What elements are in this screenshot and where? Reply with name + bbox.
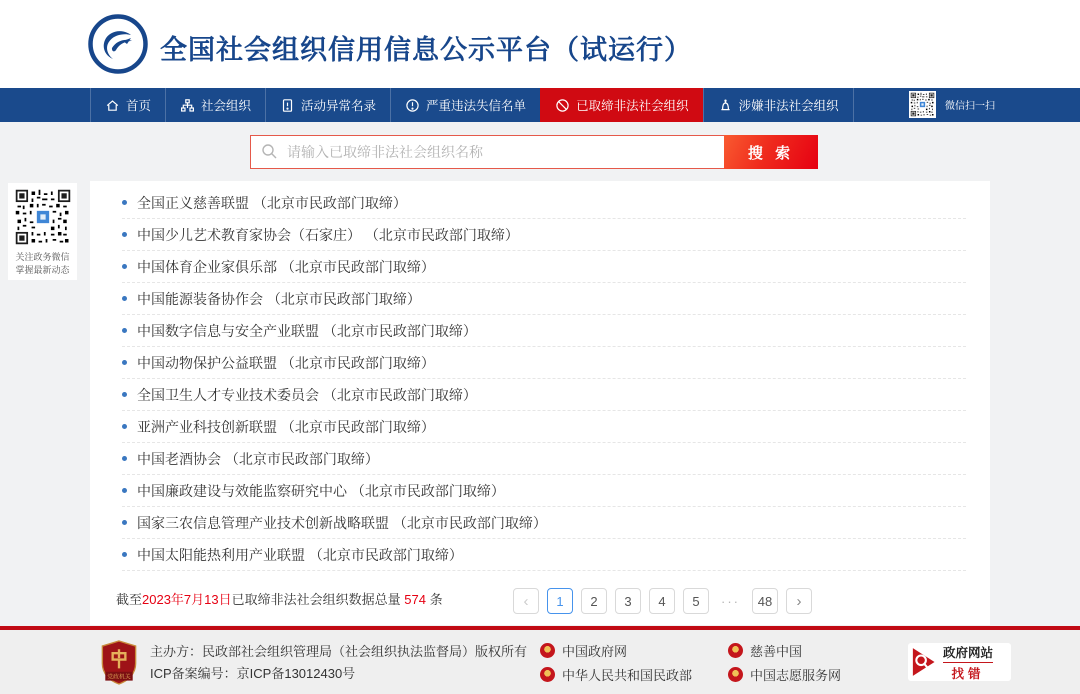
- page-button[interactable]: [581, 588, 607, 614]
- list-item[interactable]: [122, 379, 966, 411]
- nav-label: 已取缔非法社会组织: [576, 99, 689, 113]
- gov-site-error-report-badge[interactable]: [908, 643, 1011, 681]
- banned-orgs-list: [90, 181, 990, 571]
- search-input[interactable]: [250, 135, 724, 169]
- list-item[interactable]: [122, 347, 966, 379]
- list-item[interactable]: [122, 315, 966, 347]
- document-alert-icon: [280, 98, 295, 113]
- pagination: [513, 588, 812, 614]
- error-badge-line2: 找错: [951, 666, 985, 681]
- footer-link-label: 中华人民共和国民政部: [562, 668, 693, 683]
- nav-item-social-orgs[interactable]: [165, 88, 265, 122]
- page-button-label: 3: [624, 593, 632, 609]
- gov-seal-icon: [728, 667, 743, 682]
- org-name: 中国廉政建设与效能监察研究中心 （北京市民政部门取缔）: [137, 482, 505, 499]
- bullet-icon: [122, 200, 127, 205]
- nav-label: 严重违法失信名单: [426, 99, 527, 113]
- bullet-icon: [122, 392, 127, 397]
- site-logo-icon: [88, 14, 148, 74]
- ban-icon: [555, 98, 570, 113]
- org-name: 中国体育企业家俱乐部 （北京市民政部门取缔）: [137, 258, 435, 275]
- page-button[interactable]: [615, 588, 641, 614]
- qr-caption-line1: 关注政务微信: [15, 252, 70, 262]
- stats-middle: 已取缔非法社会组织数据总量: [231, 592, 405, 607]
- list-item[interactable]: [122, 187, 966, 219]
- search-icon: [261, 143, 278, 160]
- bullet-icon: [122, 232, 127, 237]
- nav-item-suspected-illegal-orgs[interactable]: [703, 88, 854, 122]
- page-button[interactable]: [717, 588, 744, 614]
- stats-prefix: 截至: [116, 592, 143, 607]
- footer-link-label: 中国志愿服务网: [750, 668, 842, 683]
- org-name: 中国太阳能热利用产业联盟 （北京市民政部门取缔）: [137, 546, 463, 563]
- error-badge-line1: 政府网站: [943, 643, 993, 663]
- footer-links-col1: [540, 641, 692, 684]
- org-name: 中国能源装备协作会 （北京市民政部门取缔）: [137, 290, 421, 307]
- wechat-scan-label: 微信扫一扫: [945, 101, 995, 112]
- org-name: 全国正义慈善联盟 （北京市民政部门取缔）: [137, 194, 407, 211]
- page-button-label: 48: [757, 593, 773, 609]
- page-button-label: ›: [796, 592, 802, 610]
- wechat-qr-code: [909, 91, 936, 118]
- org-chart-icon: [180, 98, 195, 113]
- stats-suffix: 条: [425, 592, 443, 607]
- header: [0, 0, 1080, 88]
- org-name: 全国卫生人才专业技术委员会 （北京市民政部门取缔）: [137, 386, 477, 403]
- search-button[interactable]: 搜 索: [724, 135, 818, 169]
- list-item[interactable]: [122, 411, 966, 443]
- list-item[interactable]: [122, 219, 966, 251]
- list-item[interactable]: [122, 443, 966, 475]
- gov-seal-icon: [540, 667, 555, 682]
- error-finder-magnifier-icon: [912, 647, 938, 677]
- gov-wechat-qr-code: [14, 188, 72, 246]
- icp-line: ICP备案编号：京ICP备13012430号: [150, 666, 356, 681]
- footer-link-label: 中国政府网: [562, 644, 628, 659]
- bullet-icon: [122, 360, 127, 365]
- qr-caption-line2: 掌握最新动态: [15, 265, 70, 275]
- page-title: 全国社会组织信用信息公示平台（试运行）: [160, 35, 692, 65]
- list-item[interactable]: [122, 507, 966, 539]
- stats-date: 2023年7月13日: [142, 592, 232, 607]
- data-count-summary: [116, 589, 443, 608]
- nav-item-home[interactable]: [90, 88, 165, 122]
- nav-label: 活动异常名录: [301, 99, 377, 113]
- svg-text:党政机关: 党政机关: [107, 674, 131, 681]
- bullet-icon: [122, 296, 127, 301]
- nav-label: 社会组织: [201, 99, 252, 113]
- page-button-label: 2: [590, 593, 598, 609]
- org-name: 中国动物保护公益联盟 （北京市民政部门取缔）: [137, 354, 435, 371]
- page-button[interactable]: [786, 588, 812, 614]
- footer-links-col2: [728, 641, 841, 684]
- page-button-label: ‹: [523, 592, 529, 610]
- nav-item-banned-illegal-orgs[interactable]: [540, 88, 703, 122]
- stats-count: 574: [404, 592, 426, 607]
- org-name: 中国数字信息与安全产业联盟 （北京市民政部门取缔）: [137, 322, 477, 339]
- footer-link[interactable]: [540, 641, 692, 660]
- page-button-label: 5: [692, 593, 700, 609]
- bullet-icon: [122, 264, 127, 269]
- home-icon: [105, 98, 120, 113]
- page-button-label: ···: [721, 593, 740, 609]
- page-button-label: 1: [556, 593, 564, 609]
- host-line: 主办方：民政部社会组织管理局（社会组织执法监督局）版权所有: [150, 644, 528, 659]
- alert-circle-icon: [405, 98, 420, 113]
- page-button[interactable]: [649, 588, 675, 614]
- page-button[interactable]: [752, 588, 778, 614]
- bullet-icon: [122, 328, 127, 333]
- org-name: 国家三农信息管理产业技术创新战略联盟 （北京市民政部门取缔）: [137, 514, 547, 531]
- bullet-icon: [122, 520, 127, 525]
- footer-link[interactable]: [728, 641, 841, 660]
- page-button[interactable]: [547, 588, 573, 614]
- bullet-icon: [122, 456, 127, 461]
- list-item[interactable]: [122, 251, 966, 283]
- nav-item-abnormal-activity-list[interactable]: [265, 88, 390, 122]
- search-box: [250, 135, 818, 169]
- page-button-label: 4: [658, 593, 666, 609]
- page-button[interactable]: [683, 588, 709, 614]
- org-name: 中国少儿艺术教育家协会（石家庄） （北京市民政部门取缔）: [137, 226, 519, 243]
- nav-label: 首页: [126, 99, 152, 113]
- footer-link-label: 慈善中国: [750, 644, 803, 659]
- list-item[interactable]: [122, 475, 966, 507]
- bullet-icon: [122, 488, 127, 493]
- content-area: [0, 122, 1080, 626]
- footer-link[interactable]: [728, 665, 841, 684]
- nav-item-serious-violation-list[interactable]: [390, 88, 540, 122]
- gov-seal-icon: [540, 643, 555, 658]
- bullet-icon: [122, 424, 127, 429]
- org-name: 亚洲产业科技创新联盟 （北京市民政部门取缔）: [137, 418, 435, 435]
- footer-link[interactable]: [540, 665, 692, 684]
- bell-icon: [718, 98, 733, 113]
- bullet-icon: [122, 552, 127, 557]
- gov-wechat-qr-card: [8, 183, 77, 280]
- navbar: [0, 88, 1080, 122]
- nav-label: 涉嫌非法社会组织: [738, 99, 839, 113]
- list-item[interactable]: [122, 539, 966, 571]
- gov-seal-icon: [728, 643, 743, 658]
- org-name: 中国老酒协会 （北京市民政部门取缔）: [137, 450, 379, 467]
- page-button[interactable]: [513, 588, 539, 614]
- banned-orgs-panel: [90, 181, 990, 625]
- party-gov-badge-icon: [100, 640, 138, 685]
- host-info: [150, 641, 527, 685]
- list-item[interactable]: [122, 283, 966, 315]
- footer: [0, 630, 1080, 694]
